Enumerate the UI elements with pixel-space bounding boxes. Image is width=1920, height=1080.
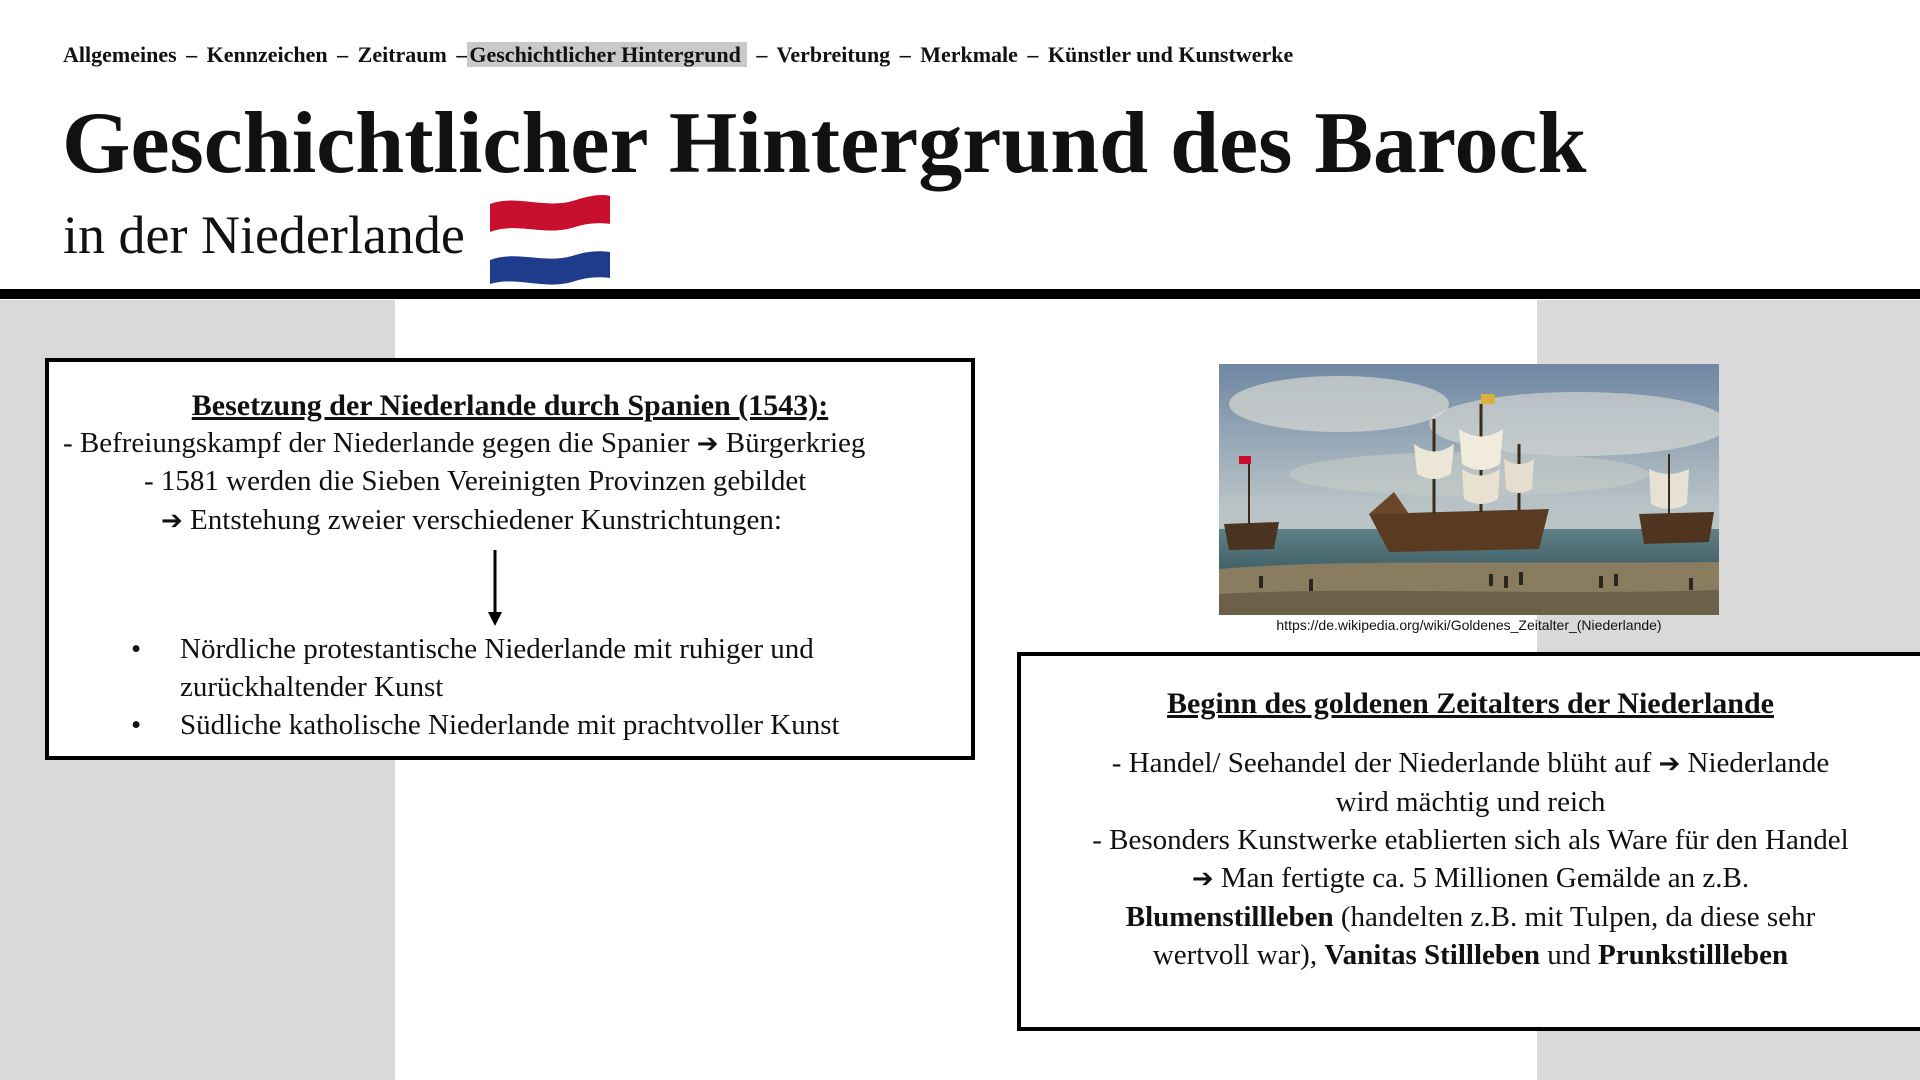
arrow-down-icon	[485, 550, 505, 628]
netherlands-flag-icon	[486, 190, 614, 286]
breadcrumb-separator: –	[756, 42, 768, 67]
breadcrumb-item-zeitraum[interactable]: Zeitraum	[357, 42, 447, 67]
text-line	[1021, 898, 1920, 936]
text-segment: Niederlande	[1687, 747, 1830, 779]
arrow-right-icon: ➔	[1191, 864, 1214, 894]
text-segment: - Befreiungskampf der Niederlande gegen die Spanier	[63, 427, 690, 459]
bold-term: Blumenstillleben	[1125, 901, 1334, 933]
breadcrumb	[63, 42, 1293, 68]
text-segment: Entstehung zweier verschiedener Kunstrichtungen:	[190, 504, 782, 536]
spanish-occupation-heading: Besetzung der Niederlande durch Spanien (1543):	[191, 389, 829, 422]
breadcrumb-item-kennzeichen[interactable]: Kennzeichen	[206, 42, 328, 67]
golden-age-text	[1021, 744, 1920, 974]
golden-age-box	[1017, 652, 1920, 1031]
bullet-icon: •	[131, 633, 142, 665]
text-segment: Man fertigte ca. 5 Millionen Gemälde an z.B.	[1220, 862, 1750, 894]
list-item	[89, 706, 920, 744]
text-line	[1021, 936, 1920, 974]
bold-term: Prunkstillleben	[1598, 939, 1789, 971]
text-line	[1021, 859, 1920, 898]
text-line: - Besonders Kunstwerke etablierten sich als Ware für den Handel	[1092, 824, 1849, 856]
list-item	[89, 630, 920, 706]
breadcrumb-separator: –	[456, 42, 468, 67]
list-item-text: Südliche katholische Niederlande mit prachtvoller Kunst	[180, 709, 840, 741]
text-segment: Bürgerkrieg	[725, 427, 866, 459]
text-segment: - Handel/ Seehandel der Niederlande blüht auf	[1111, 747, 1652, 779]
page-subtitle: in der Niederlande	[63, 205, 465, 265]
text-line: - 1581 werden die Sieben Vereinigten Provinzen gebildet	[144, 465, 807, 497]
breadcrumb-item-merkmale[interactable]: Merkmale	[920, 42, 1018, 67]
breadcrumb-separator: –	[186, 42, 198, 67]
arrow-right-icon: ➔	[1658, 749, 1681, 779]
text-line: wird mächtig und reich	[1335, 786, 1606, 818]
golden-age-heading: Beginn des goldenen Zeitalters der Niederlande	[1167, 687, 1774, 720]
text-line	[63, 424, 865, 463]
ship-painting-image	[1219, 364, 1719, 615]
breadcrumb-separator: –	[899, 42, 911, 67]
breadcrumb-separator: –	[1027, 42, 1039, 67]
text-segment: und	[1547, 939, 1591, 971]
page-title: Geschichtlicher Hintergrund des Barock	[62, 95, 1587, 192]
breadcrumb-item-geschichtlicher-hintergrund[interactable]: Geschichtlicher Hintergrund	[467, 42, 747, 67]
list-item-text: Nördliche protestantische Niederlande mit ruhiger und zurückhaltender Kunst	[180, 633, 814, 703]
text-line	[1021, 744, 1920, 783]
bullet-icon: •	[131, 709, 142, 741]
spanish-occupation-box	[45, 358, 975, 760]
text-segment: wertvoll war),	[1152, 939, 1318, 971]
breadcrumb-item-verbreitung[interactable]: Verbreitung	[776, 42, 891, 67]
arrow-right-icon: ➔	[161, 506, 183, 536]
breadcrumb-item-kuenstler-und-kunstwerke[interactable]: Künstler und Kunstwerke	[1047, 42, 1294, 67]
bold-term: Vanitas Stillleben	[1324, 939, 1541, 971]
breadcrumb-separator: –	[337, 42, 349, 67]
text-segment: (handelten z.B. mit Tulpen, da diese sehr	[1340, 901, 1816, 933]
header-divider	[0, 289, 1920, 299]
text-line	[161, 501, 782, 540]
image-caption: https://de.wikipedia.org/wiki/Goldenes_Zeitalter_(Niederlande)	[1276, 617, 1662, 633]
breadcrumb-item-allgemeines[interactable]: Allgemeines	[63, 42, 177, 67]
arrow-right-icon: ➔	[696, 429, 719, 459]
art-directions-list	[89, 630, 920, 744]
